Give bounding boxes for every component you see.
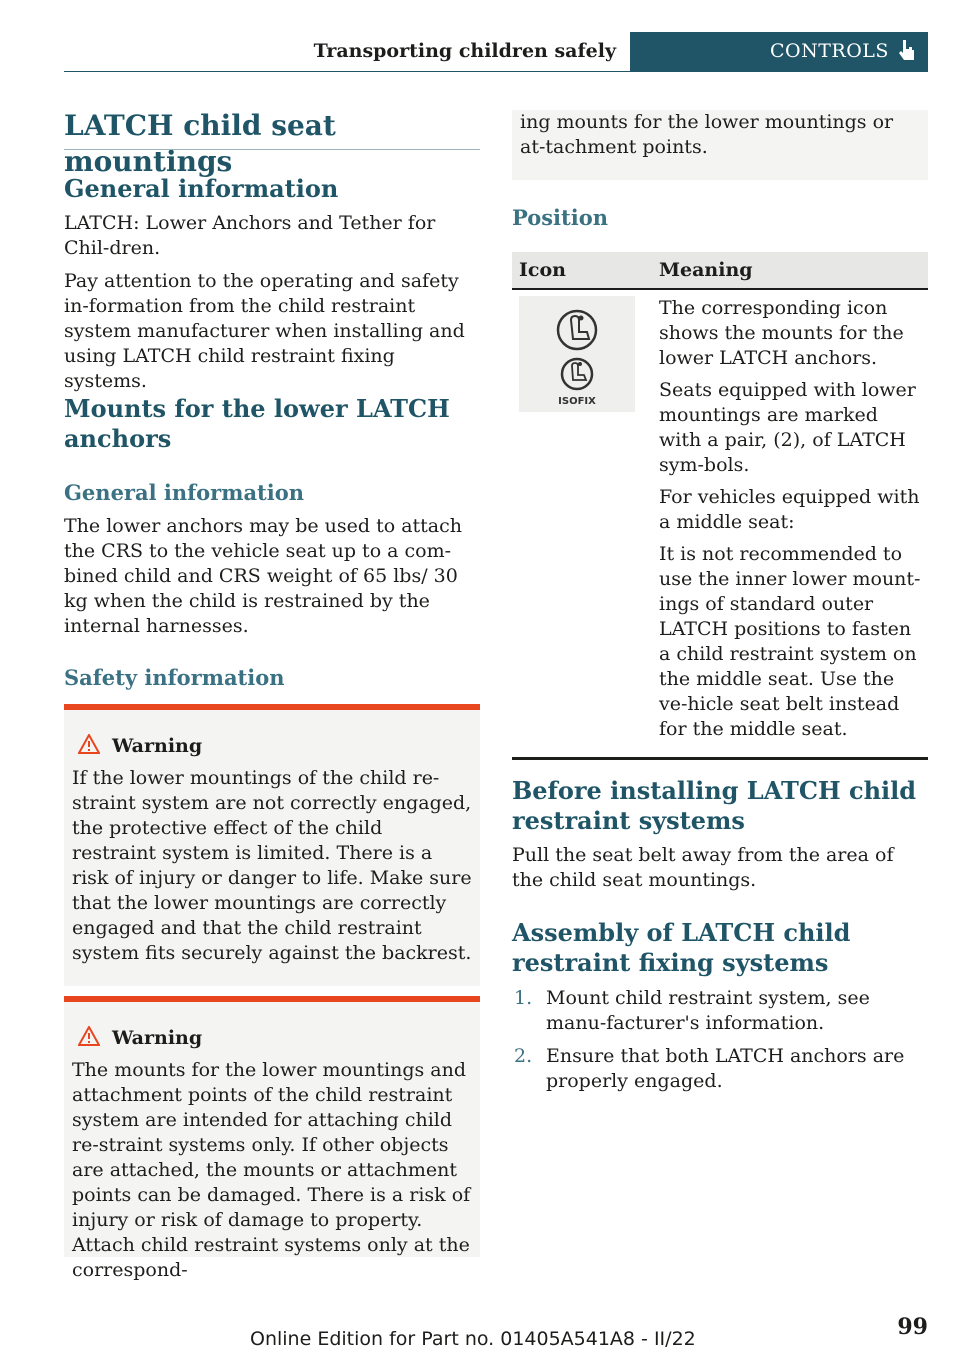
page-title: LATCH child seat mountings	[64, 109, 336, 178]
mounts-general-text: The lower anchors may be used to attach the CRS to the vehicle seat up to a com-bined child and CRS weight of 65 lbs/ 30 kg when the child is restrained by the internal harnesses.	[64, 515, 463, 637]
meaning-text-4: It is not recommended to use the inner lower mount-ings of standard outer LATCH positions to fasten a child restraint system on the middle seat. Use the ve-hicle seat belt instead for the middle seat.	[659, 543, 921, 740]
meaning-text-1: The corresponding icon shows the mounts for the lower LATCH anchors.	[659, 297, 904, 369]
warning-continuation-text: ing mounts for the lower mountings or at-tachment points.	[520, 111, 894, 158]
general-info-text-1: LATCH: Lower Anchors and Tether for Chil-dren.	[64, 212, 436, 259]
general-info-text-2: Pay attention to the operating and safety in-formation from the child restraint system manufacturer when installing and using LATCH child restraint fixing systems.	[64, 270, 465, 392]
section-tab	[630, 32, 928, 71]
list-item	[512, 1044, 928, 1094]
meaning-text-2: Seats equipped with lower mountings are marked with a pair, (2), of LATCH sym-bols.	[659, 379, 916, 476]
warning-text: The mounts for the lower mountings and attachment points of the child restraint system are intended for attaching child re-straint systems only. If other objects are attached, the mounts or attachment points can be damaged. There is a risk of injury or risk of damage to property. Attach child restraint systems only at the correspond-	[72, 1059, 471, 1281]
page-header	[64, 32, 928, 72]
mounts-general-heading: General information	[64, 480, 305, 505]
warning-triangle-icon	[78, 1026, 100, 1046]
position-table	[512, 252, 928, 760]
table-row	[512, 289, 928, 759]
warning-text: If the lower mountings of the child re-straint system are not correctly engaged, the protective effect of the child restraint system is limited. There is a risk of injury or danger to life. Make sure that the lower mountings are correctly engaged and that the child restraint system fits securely against the backrest.	[72, 767, 472, 964]
chapter-title: Transporting children safely	[313, 40, 616, 62]
warning-box-1	[64, 704, 480, 986]
column-header-meaning: Meaning	[652, 252, 928, 289]
meaning-cell	[652, 289, 928, 759]
icon-cell	[512, 289, 652, 759]
step-text: Ensure that both LATCH anchors are properly engaged.	[546, 1045, 905, 1092]
mounts-heading: Mounts for the lower LATCH anchors	[64, 394, 450, 453]
child-seat-icon	[519, 296, 635, 412]
warning-triangle-icon	[78, 734, 100, 754]
step-number: 2.	[514, 1045, 533, 1067]
warning-label: Warning	[112, 735, 203, 757]
hand-pointer-icon	[894, 38, 918, 64]
step-number: 1.	[514, 987, 533, 1009]
safety-info-heading: Safety information	[64, 665, 285, 690]
meaning-text-3: For vehicles equipped with a middle seat:	[659, 486, 920, 533]
step-text: Mount child restraint system, see manu-facturer's information.	[546, 987, 870, 1034]
page-number: 99	[897, 1314, 928, 1340]
edition-footer: Online Edition for Part no. 01405A541A8 - II/22	[250, 1328, 696, 1350]
assembly-heading: Assembly of LATCH child restraint fixing systems	[512, 918, 851, 977]
before-installing-text: Pull the seat belt away from the area of the child seat mountings.	[512, 844, 894, 891]
warning-box-2	[64, 996, 480, 1281]
isofix-label: ISOFIX	[558, 396, 596, 407]
warning-header	[72, 734, 472, 759]
position-heading: Position	[512, 205, 608, 230]
title-divider	[64, 149, 480, 150]
warning-label: Warning	[112, 1027, 203, 1049]
warning-header	[72, 1026, 472, 1051]
assembly-steps	[512, 986, 928, 1102]
before-installing-heading: Before installing LATCH child restraint systems	[512, 776, 917, 835]
warning-continuation	[512, 110, 928, 180]
list-item	[512, 986, 928, 1036]
section-label: CONTROLS	[770, 40, 889, 62]
latch-symbol-image	[519, 296, 635, 412]
column-header-icon: Icon	[512, 252, 652, 289]
general-info-heading: General information	[64, 174, 339, 203]
